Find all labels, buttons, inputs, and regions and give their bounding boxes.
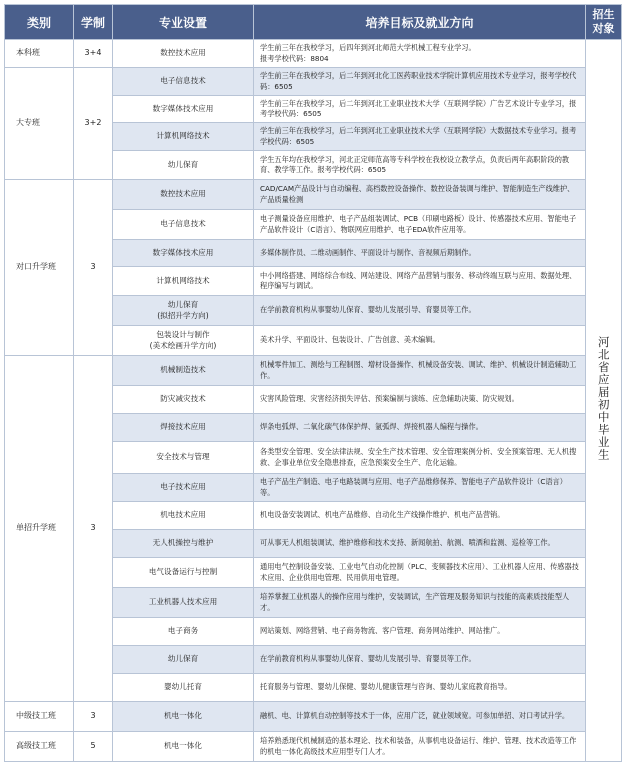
goal-cell: 托育服务与管理、婴幼儿保健、婴幼儿健康管理与咨询、婴幼儿家庭教育指导。 [254,674,586,702]
major-cell: 机械制造技术 [113,356,254,386]
goal-cell: 培养熟悉现代机械制造的基本理论、技术和装备，从事机电设备运行、维护、管理、技术改造等工作的机电一体化高级技术应用型专门人才。 [254,732,586,762]
major-cell: 无人机操控与维护 [113,530,254,558]
table-row [5,68,622,96]
major-cell: 计算机网络技术 [113,123,254,151]
goal-cell: 美术升学、平面设计、包装设计、广告创意、美术编辑。 [254,326,586,356]
major-cell: 数控技术应用 [113,40,254,68]
goal-cell: 机械零件加工、测绘与工程制图、增材设备操作、机械设备安装、调试、维护、机械设计制造辅助工作。 [254,356,586,386]
goal-cell: 各类型安全管理、安全法律法规、安全生产技术管理、安全管理案例分析、安全预案管理、无人机搜救、企事业单位安全隐患排查，应急预案安全生产、危化运输。 [254,442,586,474]
major-cell: 数字媒体技术应用 [113,96,254,123]
goal-cell: 通用电气控制设备安装、工业电气自动化控制（PLC、变频器技术应用）、工业机器人应用、传感器技术应用、企业供用电管理、民用供用电管理。 [254,558,586,588]
major-cell: 计算机网络技术 [113,267,254,296]
major-cell: 电子信息技术 [113,210,254,240]
system-cell: 3+4 [74,40,113,68]
major-cell: 电气设备运行与控制 [113,558,254,588]
goal-cell: 多媒体制作员、二维动画制作、平面设计与制作、音视频后期制作。 [254,240,586,267]
goal-cell: 可从事无人机组装调试、维护维修和技术支持、新闻航拍、航测、喷洒和监测、巡检等工作。 [254,530,586,558]
major-cell: 幼儿保育 (拟招升学方向) [113,296,254,326]
system-cell: 3 [74,702,113,732]
goal-cell: 在学前教育机构从事婴幼儿保育、婴幼儿发展引导、育婴员等工作。 [254,296,586,326]
major-cell: 机电一体化 [113,732,254,762]
header-goal: 培养目标及就业方向 [254,5,586,40]
goal-cell: 电子产品生产制造、电子电路装调与应用、电子产品维修保养、智能电子产品软件设计（C语言）等。 [254,474,586,502]
header-category: 类别 [5,5,74,40]
system-cell: 3 [74,180,113,356]
major-cell: 幼儿保育 [113,646,254,674]
major-cell: 焊接技术应用 [113,414,254,442]
table-row [5,702,622,732]
table-row [5,40,622,68]
major-cell: 数控技术应用 [113,180,254,210]
major-cell: 电子商务 [113,618,254,646]
category-cell: 对口升学班 [5,180,74,356]
goal-cell: 灾害风险管理、灾害经济损失评估、预案编制与演练、应急辅助决策、防灾规划。 [254,386,586,414]
system-cell: 3 [74,356,113,702]
major-cell: 安全技术与管理 [113,442,254,474]
goal-cell: 焊条电弧焊、二氧化碳气体保护焊、氩弧焊、焊接机器人编程与操作。 [254,414,586,442]
system-cell: 5 [74,732,113,762]
major-cell: 幼儿保育 [113,151,254,180]
goal-cell: 学生前三年在我校学习，后四年到河北师范大学机械工程专业学习。 报考学校代码：8804 [254,40,586,68]
category-cell: 中级技工班 [5,702,74,732]
major-cell: 数字媒体技术应用 [113,240,254,267]
category-cell: 大专班 [5,68,74,180]
goal-cell: CAD/CAM产品设计与自动编程、高档数控设备操作、数控设备装调与维护、智能制造生产线维护、产品质量检测 [254,180,586,210]
category-cell: 高级技工班 [5,732,74,762]
major-cell: 包装设计与制作 (美术绘画升学方向) [113,326,254,356]
header-system: 学制 [74,5,113,40]
major-cell: 婴幼儿托育 [113,674,254,702]
major-cell: 机电技术应用 [113,502,254,530]
system-cell: 3+2 [74,68,113,180]
header-major: 专业设置 [113,5,254,40]
major-cell: 工业机器人技术应用 [113,588,254,618]
goal-cell: 学生前三年在我校学习，后二年到河北化工医药职业技术学院计算机应用技术专业学习，报考学校代码：6505 [254,68,586,96]
table-row [5,180,622,210]
goal-cell: 学生前三年在我校学习，后二年到河北工业职业技术大学（互联网学院）大数据技术专业学习。报考学校代码：6505 [254,123,586,151]
goal-cell: 中小网络搭建、网络综合布线、网站建设、网络产品营销与服务、移动终端互联与应用、数据处理、程序编写与调试。 [254,267,586,296]
enrollment-table-container [4,4,621,770]
goal-cell: 网站策划、网络营销、电子商务物流、客户管理、商务网站维护、网站推广。 [254,618,586,646]
goal-cell: 学生前三年在我校学习，后二年到河北工业职业技术大学（互联网学院）广告艺术设计专业学习，报考学校代码：6505 [254,96,586,123]
goal-cell: 电子测量设备应用维护、电子产品组装调试、PCB（印刷电路板）设计、传感器技术应用、智能电子产品软件设计（C语言）、物联网应用维护、电子EDA软件应用等。 [254,210,586,240]
target-cell [586,40,622,762]
goal-cell: 融机、电、计算机自动控制等技术于一体，应用广泛，就业领域宽。可参加单招、对口考试升学。 [254,702,586,732]
goal-cell: 学生五年均在我校学习，河北正定师范高等专科学校在我校设立教学点，负责后两年高职阶段的教育、教学等工作。报考学校代码：6505 [254,151,586,180]
table-row [5,732,622,762]
major-cell: 防灾减灾技术 [113,386,254,414]
category-cell: 单招升学班 [5,356,74,702]
goal-cell: 培养掌握工业机器人的操作应用与维护，安装调试，生产管理及服务知识与技能的高素质技能型人才。 [254,588,586,618]
table-row [5,356,622,386]
enrollment-table [4,4,622,762]
major-cell: 电子技术应用 [113,474,254,502]
header-target [586,5,622,40]
table-body [5,40,622,762]
category-cell: 本科班 [5,40,74,68]
header-row [5,5,622,40]
goal-cell: 机电设备安装调试、机电产品维修、自动化生产线操作维护、机电产品营销。 [254,502,586,530]
header-target-label: 招生 对象 [592,8,615,35]
major-cell: 电子信息技术 [113,68,254,96]
major-cell: 机电一体化 [113,702,254,732]
target-text: 河北省应届初中毕业生 [596,336,611,462]
goal-cell: 在学前教育机构从事婴幼儿保育、婴幼儿发展引导、育婴员等工作。 [254,646,586,674]
